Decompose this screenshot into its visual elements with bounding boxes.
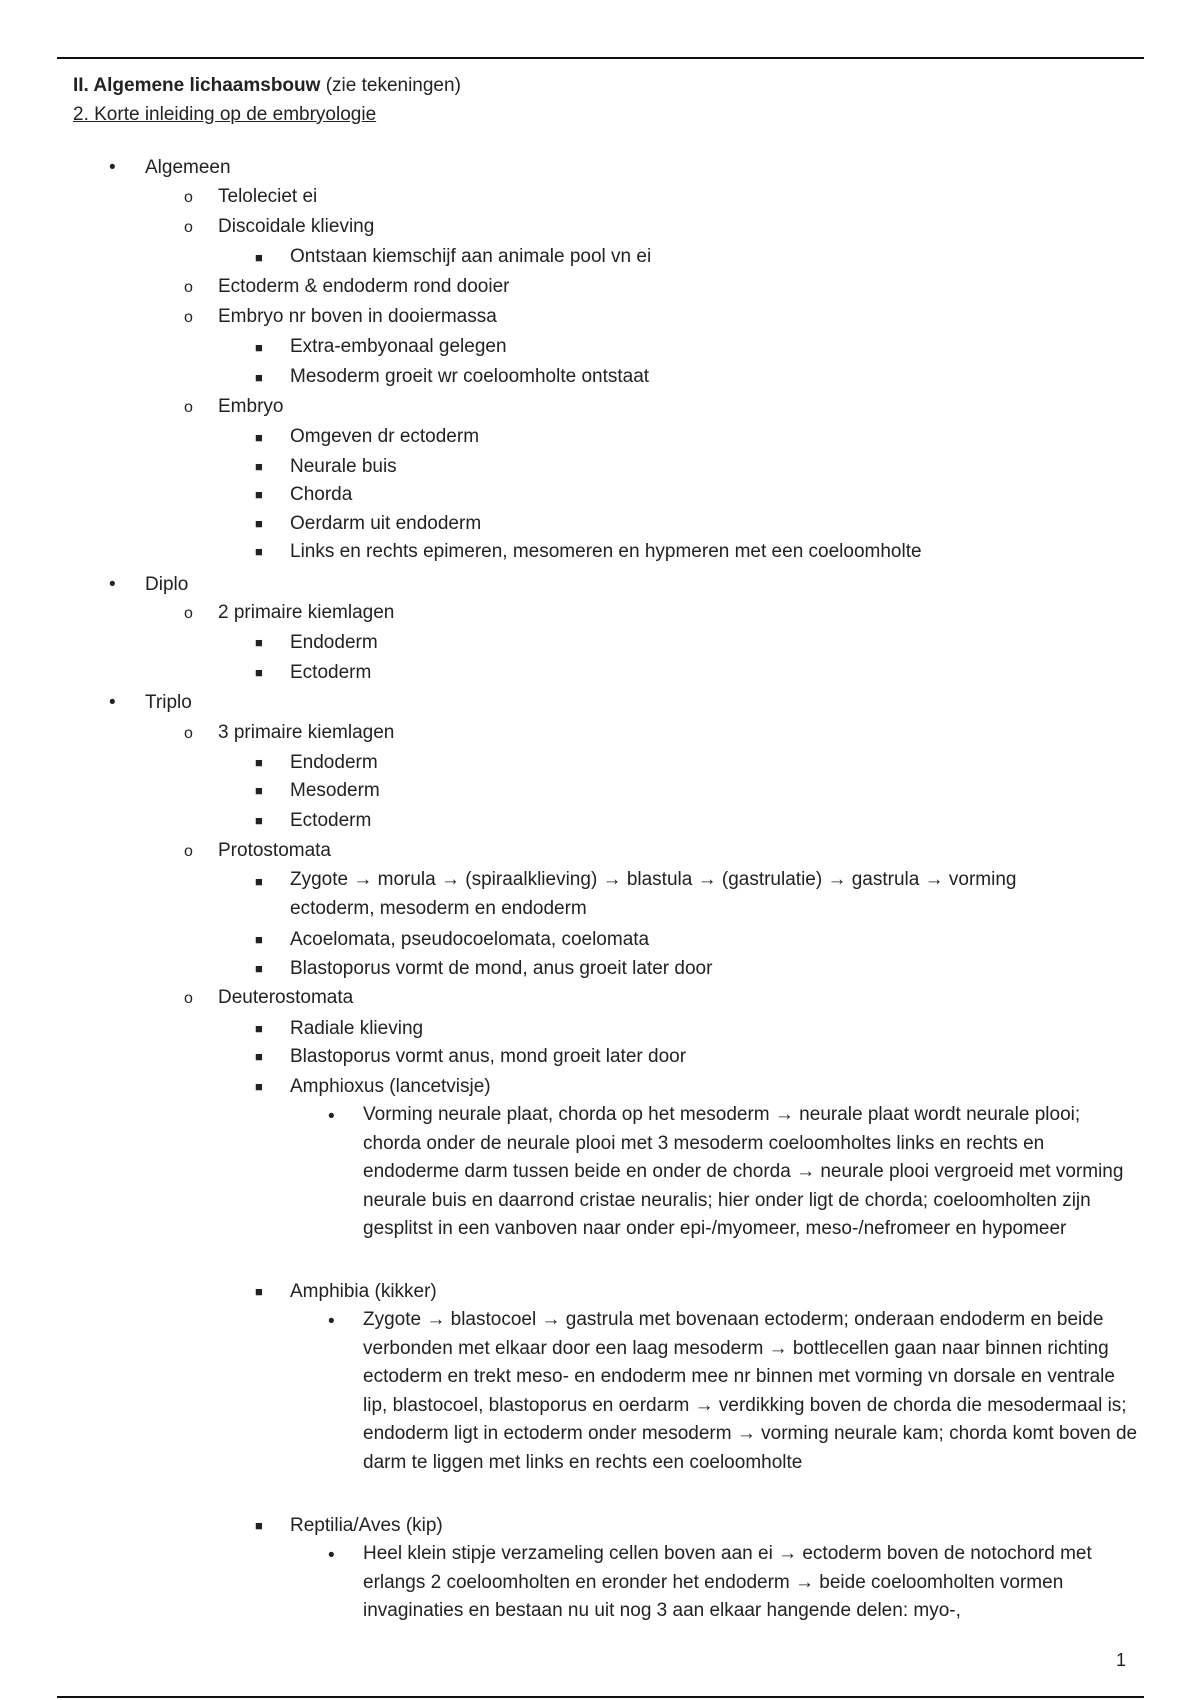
list-item: Oerdarm uit endoderm (290, 513, 482, 534)
list-item: Embryo (218, 396, 284, 417)
list-item: Omgeven dr ectoderm (290, 426, 480, 447)
list-bullet: ■ (255, 635, 263, 650)
list-bullet: • (328, 1545, 335, 1566)
list-bullet: ■ (255, 813, 263, 828)
list-bullet: ■ (255, 340, 263, 355)
list-bullet: o (184, 843, 193, 860)
list-bullet: o (184, 219, 193, 236)
page-number: 1 (1116, 1650, 1127, 1670)
list-bullet: o (184, 990, 193, 1007)
list-item: Blastoporus vormt de mond, anus groeit later door (290, 958, 713, 979)
list-item: Acoelomata, pseudocoelomata, coelomata (290, 929, 650, 950)
list-bullet: ■ (255, 783, 263, 798)
list-item: Embryo nr boven in dooiermassa (218, 306, 497, 327)
list-bullet: ■ (255, 250, 263, 265)
list-bullet: ■ (255, 932, 263, 947)
list-bullet: ■ (255, 755, 263, 770)
list-item: Ectoderm (290, 662, 372, 683)
list-item: Mesoderm groeit wr coeloomholte ontstaat (290, 366, 650, 387)
list-item: Ectoderm & endoderm rond dooier (218, 276, 510, 297)
list-item: Heel klein stipje verzameling cellen boven aan ei → ectoderm boven de notochord met erlangs 2 coeloomholten en eronder het endoderm → beide coeloomholten vormen invaginaties en bestaan nu uit nog 3 aan elkaar hangende delen: myo-, (363, 1543, 1092, 1621)
list-bullet: ■ (255, 430, 263, 445)
list-item: Zygote → blastocoel → gastrula met bovenaan ectoderm; onderaan endoderm en beide verbonden met elkaar door een laag mesoderm → bottlecellen gaan naar binnen richting ectoderm en trekt meso- en endoderm mee nr binnen met vorming vn dorsale en ventrale lip, blastocoel, blastoporus en oerdarm → verdikking boven de chorda die mesodermaal is; endoderm ligt in ectoderm onder mesoderm → vorming neurale kam; chorda komt boven de darm te liggen met links en rechts een coeloomholte (363, 1309, 1138, 1473)
list-item: Amphioxus (lancetvisje) (290, 1076, 491, 1097)
list-bullet: • (109, 574, 116, 595)
list-bullet: ■ (255, 1049, 263, 1064)
list-bullet: ■ (255, 961, 263, 976)
list-bullet: o (184, 399, 193, 416)
list-item: Neurale buis (290, 456, 397, 477)
list-bullet: • (328, 1311, 335, 1332)
list-bullet: o (184, 189, 193, 206)
list-item: Zygote → morula → (spiraalklieving) → blastula → (gastrulatie) → gastrula → vorming ectoderm, mesoderm en endoderm (290, 869, 1017, 919)
list-item: Protostomata (218, 840, 331, 861)
list-bullet: ■ (255, 1518, 263, 1533)
subsection-heading: 2. Korte inleiding op de embryologie (73, 104, 377, 125)
list-item: Ectoderm (290, 810, 372, 831)
list-bullet: ■ (255, 516, 263, 531)
list-item: 3 primaire kiemlagen (218, 722, 395, 743)
list-item: Amphibia (kikker) (290, 1281, 437, 1302)
list-item: Radiale klieving (290, 1018, 424, 1039)
list-item: Deuterostomata (218, 987, 354, 1008)
list-item: Blastoporus vormt anus, mond groeit later door (290, 1046, 687, 1067)
list-item: Algemeen (145, 157, 231, 178)
list-item: Reptilia/Aves (kip) (290, 1515, 443, 1536)
list-item: Extra-embyonaal gelegen (290, 336, 507, 357)
bottom-rule (57, 1696, 1144, 1698)
top-rule (57, 57, 1144, 59)
list-bullet: ■ (255, 370, 263, 385)
list-item: Triplo (145, 692, 192, 713)
list-bullet: ■ (255, 1079, 263, 1094)
list-item: Endoderm (290, 632, 378, 653)
list-bullet: ■ (255, 544, 263, 559)
list-bullet: • (109, 692, 116, 713)
list-item: Diplo (145, 574, 189, 595)
list-bullet: ■ (255, 1021, 263, 1036)
list-bullet: o (184, 605, 193, 622)
list-bullet: o (184, 725, 193, 742)
list-bullet: ■ (255, 459, 263, 474)
list-item: Endoderm (290, 752, 378, 773)
list-bullet: ■ (255, 874, 263, 889)
list-item: Mesoderm (290, 780, 380, 801)
list-item: Teloleciet ei (218, 186, 318, 207)
list-bullet: o (184, 309, 193, 326)
list-item: 2 primaire kiemlagen (218, 602, 395, 623)
list-item: Ontstaan kiemschijf aan animale pool vn ei (290, 246, 652, 267)
list-bullet: ■ (255, 1284, 263, 1299)
list-bullet: ■ (255, 665, 263, 680)
list-item: Links en rechts epimeren, mesomeren en hypmeren met een coeloomholte (290, 541, 922, 562)
list-bullet: o (184, 279, 193, 296)
list-bullet: • (109, 157, 116, 178)
list-item: Chorda (290, 484, 353, 505)
list-item: Discoidale klieving (218, 216, 375, 237)
list-item: Vorming neurale plaat, chorda op het mesoderm → neurale plaat wordt neurale plooi; chorda onder de neurale plooi met 3 mesoderm coeloomholtes links en rechts en endoderme darm tussen beide en onder de chorda → neurale plooi vergroeid met vorming neurale buis en daarrond cristae neuralis; hier onder ligt de chorda; coeloomholten zijn gesplitst in een vanboven naar onder epi-/myomeer, meso-/nefromeer en hypomeer (363, 1104, 1124, 1239)
list-bullet: ■ (255, 487, 263, 502)
list-bullet: • (328, 1106, 335, 1127)
section-heading: II. Algemene lichaamsbouw (zie tekeningen) (73, 75, 461, 96)
